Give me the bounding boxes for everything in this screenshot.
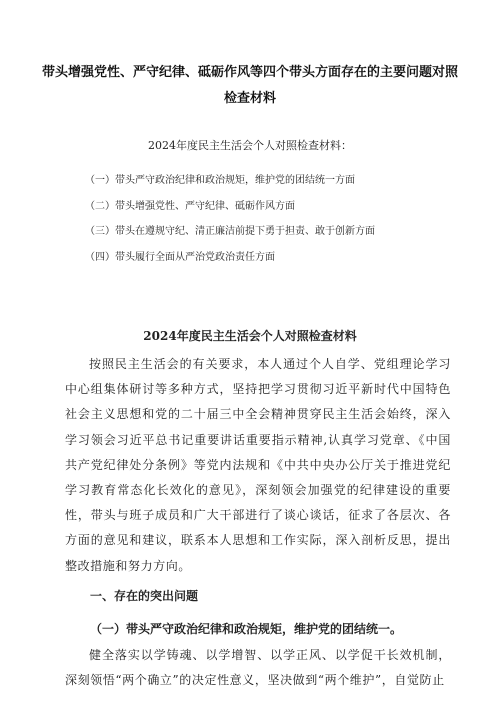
- toc-item: （一）带头严守政治纪律和政治规矩，维护党的团结统一方面: [85, 175, 355, 186]
- document-title: 带头增强党性、严守纪律、砥砺作风等四个带头方面存在的主要问题对照检查材料: [41, 65, 458, 106]
- sub-heading-1: （一）带头严守政治纪律和政治规矩，维护党的团结统一。: [90, 622, 403, 636]
- toc-heading: 2024年度民主生活会个人对照检查材料：: [148, 139, 352, 152]
- toc-item: （三）带头在遵规守纪、清正廉洁前提下勇于担责、敢于创新方面: [85, 226, 375, 237]
- heading-problems: 一、存在的突出问题: [90, 589, 199, 603]
- toc-item: （二）带头增强党性、严守纪律、砥砺作风方面: [85, 200, 295, 212]
- intro-paragraph: 按照民主生活会的有关要求，本人通过个人自学、党组理论学习中心组集体研讨等多种方式，坚持把学习贯彻习近平新时代中国特色社会主义思想和党的二十届三中全会精神贯穿民主生活会始终，深入学习领会习近平总书记重要讲话重要指示精神,认真学习党章、《中国共产党纪律处分条例》等党内法规和《中共中央办公厅关于推进党纪学习教育常态化长效化的意见》，深刻领会加强党的纪律建设的重要性，带头与班子成员和广大干部进行了谈心谈话，征求了各层次、各方面的意见和建议，联系本人思想和工作实际，深入剖析反思，提出整改措施和努力方向。: [65, 357, 451, 573]
- body-paragraph: 健全落实以学铸魂、以学增智、以学正风、以学促干长效机制，深刻领悟“两个确立”的决定性意义，坚决做到“两个维护”，自觉防止: [65, 648, 451, 688]
- table-of-contents: [85, 168, 375, 270]
- section-title: 2024年度民主生活会个人对照检查材料: [143, 329, 357, 343]
- toc-item: （四）带头履行全面从严治党政治责任方面: [85, 251, 275, 263]
